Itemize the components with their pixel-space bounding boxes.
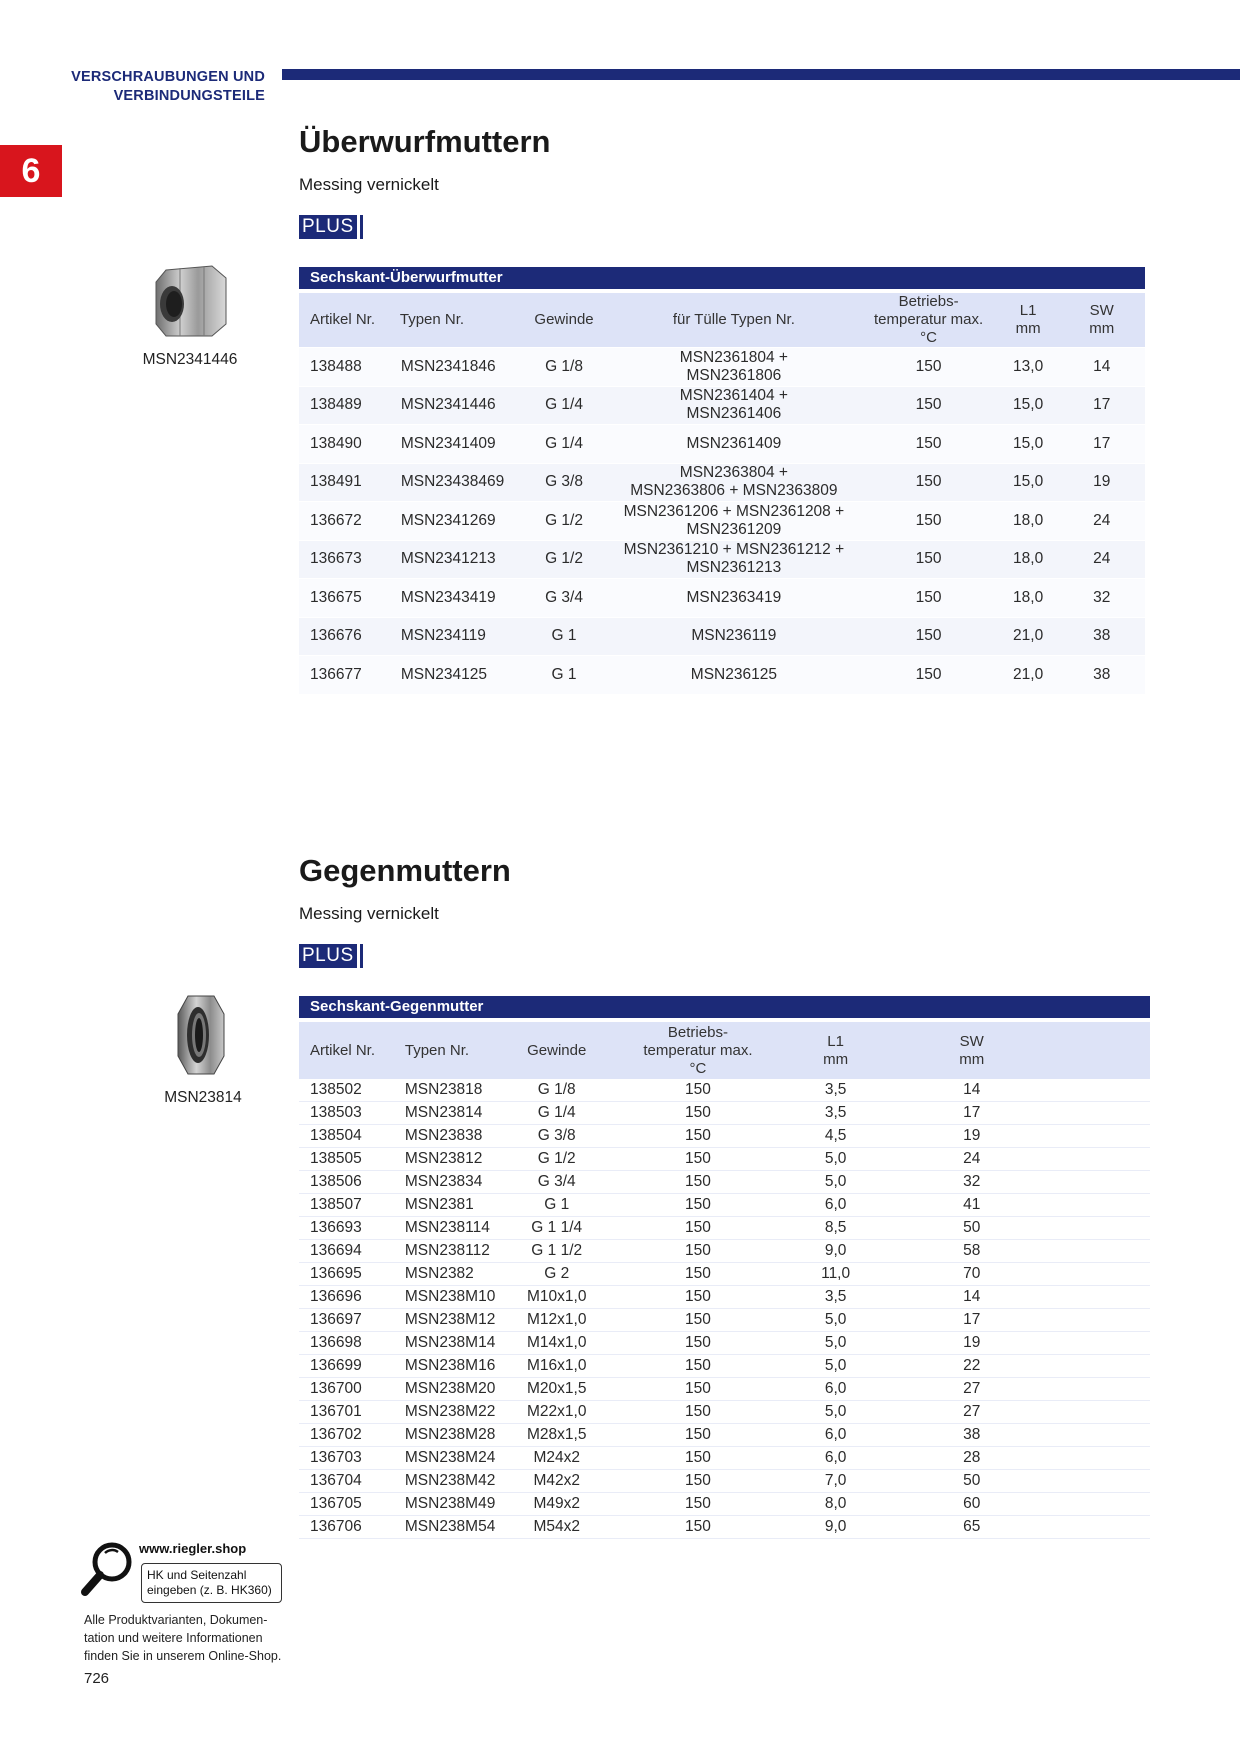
table-row [299, 1171, 1150, 1194]
cell-typen: MSN238M22 [394, 1401, 495, 1424]
section-title-ueberwurfmuttern: Überwurfmuttern [299, 124, 551, 159]
cell-tuelle-line: MSN2363806 + MSN2363809 [630, 482, 838, 500]
cell-temperatur: 150 [859, 540, 997, 579]
cell-temperatur: 150 [618, 1401, 778, 1424]
table-body [299, 1079, 1150, 1539]
cell-tuelle-line: MSN2361406 [686, 405, 782, 423]
cell-gewinde: M16x1,0 [495, 1355, 618, 1378]
cell-sw: 17 [893, 1102, 1150, 1125]
cell-gewinde: M54x2 [495, 1516, 618, 1539]
cell-sw: 24 [893, 1148, 1150, 1171]
cell-artikel: 136703 [299, 1447, 394, 1470]
col-l1-label: L1 [1019, 302, 1037, 319]
col-temperatur [859, 289, 997, 347]
cell-typen: MSN238M28 [394, 1424, 495, 1447]
cell-temperatur: 150 [859, 655, 997, 694]
cell-typen: MSN23834 [394, 1171, 495, 1194]
col-artikel: Artikel Nr. [299, 289, 390, 347]
cell-artikel: 136696 [299, 1286, 394, 1309]
cell-l1: 5,0 [778, 1355, 894, 1378]
col-temperatur-line2: temperatur max. [873, 311, 984, 328]
cell-artikel: 138489 [299, 386, 390, 425]
cell-gewinde: G 1/2 [495, 1148, 618, 1171]
table-row [299, 424, 1145, 463]
cell-l1: 15,0 [998, 463, 1059, 502]
cell-typen: MSN23814 [394, 1102, 495, 1125]
cell-temperatur: 150 [859, 463, 997, 502]
cell-gewinde: M12x1,0 [495, 1309, 618, 1332]
col-sw [893, 1018, 1150, 1079]
cell-artikel: 136701 [299, 1401, 394, 1424]
cell-gewinde: M49x2 [495, 1493, 618, 1516]
cell-artikel: 136672 [299, 501, 390, 540]
cell-typen: MSN238M49 [394, 1493, 495, 1516]
cell-temperatur: 150 [618, 1286, 778, 1309]
cell-sw: 14 [893, 1079, 1150, 1102]
cell-l1: 9,0 [778, 1516, 894, 1539]
col-temperatur-line1: Betriebs- [667, 1023, 728, 1041]
cell-l1: 8,5 [778, 1217, 894, 1240]
cell-temperatur: 150 [618, 1079, 778, 1102]
col-temperatur-line1: Betriebs- [898, 293, 959, 310]
cell-typen: MSN23438469 [390, 463, 520, 502]
table-row [299, 655, 1145, 694]
table-row [299, 501, 1145, 540]
category-line-1: VERSCHRAUBUNGEN UND [71, 69, 265, 85]
cell-tuelle [608, 386, 859, 425]
cell-artikel: 136705 [299, 1493, 394, 1516]
cell-artikel: 136702 [299, 1424, 394, 1447]
cell-tuelle-line: MSN2361206 + MSN2361208 + [623, 502, 845, 520]
cell-typen: MSN238M10 [394, 1286, 495, 1309]
cell-temperatur: 150 [859, 578, 997, 617]
table-row [299, 1447, 1150, 1470]
cell-sw: 65 [893, 1516, 1150, 1539]
cell-gewinde: M14x1,0 [495, 1332, 618, 1355]
col-sw-label: SW [1089, 302, 1114, 319]
cell-artikel: 138488 [299, 347, 390, 386]
product-code-label: MSN2341446 [142, 351, 238, 368]
table-row [299, 1401, 1150, 1424]
table-row [299, 1355, 1150, 1378]
cell-temperatur: 150 [618, 1332, 778, 1355]
cell-l1: 5,0 [778, 1332, 894, 1355]
hex-lock-nut-table [299, 996, 1150, 1539]
cell-typen: MSN238112 [394, 1240, 495, 1263]
table-row [299, 1194, 1150, 1217]
cell-temperatur: 150 [618, 1309, 778, 1332]
cell-l1: 6,0 [778, 1424, 894, 1447]
hex-lock-nut-image [174, 992, 228, 1078]
cell-temperatur: 150 [859, 347, 997, 386]
cell-tuelle-line: MSN2361804 + [679, 348, 788, 366]
cell-l1: 13,0 [998, 347, 1059, 386]
cell-tuelle-line: MSN2361404 + [679, 387, 788, 405]
cell-artikel: 138502 [299, 1079, 394, 1102]
cell-sw: 70 [893, 1263, 1150, 1286]
cell-sw: 19 [893, 1332, 1150, 1355]
table-row [299, 1263, 1150, 1286]
cell-sw: 24 [1058, 540, 1145, 579]
cell-typen: MSN234125 [390, 655, 520, 694]
table-row [299, 1079, 1150, 1102]
cell-l1: 15,0 [998, 386, 1059, 425]
cell-tuelle [608, 463, 859, 502]
cell-typen: MSN23812 [394, 1148, 495, 1171]
cell-artikel: 136698 [299, 1332, 394, 1355]
page-number: 726 [84, 1670, 110, 1687]
section-title-gegenmuttern: Gegenmuttern [299, 853, 511, 888]
plus-badge-bar [360, 215, 363, 239]
table-row [299, 1424, 1150, 1447]
col-sw-unit: mm [959, 1050, 985, 1068]
cell-artikel: 138503 [299, 1102, 394, 1125]
cell-l1: 5,0 [778, 1309, 894, 1332]
cell-tuelle [608, 424, 859, 463]
col-temperatur [618, 1018, 778, 1079]
cell-temperatur: 150 [618, 1148, 778, 1171]
cell-l1: 5,0 [778, 1148, 894, 1171]
cell-sw: 24 [1058, 501, 1145, 540]
cell-gewinde: G 1/4 [520, 386, 609, 425]
section-subtitle: Messing vernickelt [299, 904, 439, 923]
cell-temperatur: 150 [618, 1378, 778, 1401]
cell-sw: 19 [1058, 463, 1145, 502]
cell-gewinde: G 3/8 [495, 1125, 618, 1148]
table-row [299, 1309, 1150, 1332]
cell-sw: 28 [893, 1447, 1150, 1470]
cell-sw: 38 [893, 1424, 1150, 1447]
cell-typen: MSN2341846 [390, 347, 520, 386]
cell-tuelle-line: MSN2361210 + MSN2361212 + [623, 541, 845, 559]
col-typen: Typen Nr. [390, 289, 520, 347]
cell-temperatur: 150 [618, 1102, 778, 1125]
cell-l1: 6,0 [778, 1447, 894, 1470]
cell-gewinde: G 2 [495, 1263, 618, 1286]
cell-tuelle-line: MSN2363804 + [679, 464, 788, 482]
cell-l1: 3,5 [778, 1102, 894, 1125]
cell-temperatur: 150 [859, 617, 997, 656]
cell-typen: MSN2382 [394, 1263, 495, 1286]
cell-typen: MSN234119 [390, 617, 520, 656]
col-sw-label: SW [959, 1032, 984, 1050]
cell-artikel: 136699 [299, 1355, 394, 1378]
cell-tuelle [608, 501, 859, 540]
cell-sw: 19 [893, 1125, 1150, 1148]
cell-typen: MSN238M24 [394, 1447, 495, 1470]
cell-sw: 32 [1058, 578, 1145, 617]
cell-gewinde: G 3/4 [495, 1171, 618, 1194]
cell-typen: MSN2341446 [390, 386, 520, 425]
cell-artikel: 138507 [299, 1194, 394, 1217]
table-row [299, 1217, 1150, 1240]
cell-typen: MSN238M20 [394, 1378, 495, 1401]
col-gewinde: Gewinde [495, 1018, 618, 1079]
col-l1-unit: mm [823, 1050, 849, 1068]
hex-cap-nut-table [299, 267, 1145, 694]
table-row [299, 1240, 1150, 1263]
table-row [299, 617, 1145, 656]
cell-l1: 11,0 [778, 1263, 894, 1286]
cell-sw: 41 [893, 1194, 1150, 1217]
cell-gewinde: G 1/8 [495, 1079, 618, 1102]
col-l1-unit: mm [1015, 320, 1041, 337]
cell-tuelle [608, 617, 859, 656]
cell-gewinde: G 1 [520, 617, 609, 656]
shop-hint-box [141, 1563, 282, 1603]
table-body [299, 347, 1145, 694]
col-l1 [998, 289, 1059, 347]
cell-sw: 60 [893, 1493, 1150, 1516]
table-header-row [299, 1018, 1150, 1079]
cell-temperatur: 150 [618, 1171, 778, 1194]
cell-l1: 4,5 [778, 1125, 894, 1148]
cell-l1: 6,0 [778, 1194, 894, 1217]
cell-artikel: 136695 [299, 1263, 394, 1286]
cell-temperatur: 150 [859, 386, 997, 425]
cell-temperatur: 150 [618, 1217, 778, 1240]
cell-sw: 32 [893, 1171, 1150, 1194]
cell-sw: 58 [893, 1240, 1150, 1263]
cell-l1: 6,0 [778, 1378, 894, 1401]
col-artikel: Artikel Nr. [299, 1018, 394, 1079]
table-row [299, 1516, 1150, 1539]
table-caption: Sechskant-Überwurfmutter [299, 267, 1145, 289]
cell-typen: MSN238M54 [394, 1516, 495, 1539]
cell-sw: 14 [1058, 347, 1145, 386]
table-row [299, 1148, 1150, 1171]
cell-tuelle-line: MSN2361213 [686, 559, 782, 577]
shop-info-text [84, 1611, 304, 1665]
cell-gewinde: G 1 [520, 655, 609, 694]
cell-temperatur: 150 [618, 1424, 778, 1447]
category-heading [40, 68, 265, 106]
cell-tuelle [608, 655, 859, 694]
chapter-tab: 6 [0, 145, 62, 197]
cell-temperatur: 150 [618, 1194, 778, 1217]
shop-info-line3: finden Sie in unserem Online-Shop. [84, 1649, 282, 1663]
cell-gewinde: M20x1,5 [495, 1378, 618, 1401]
table-header-row [299, 289, 1145, 347]
col-l1 [778, 1018, 894, 1079]
cell-tuelle-line: MSN236119 [691, 627, 777, 645]
cell-gewinde: M28x1,5 [495, 1424, 618, 1447]
cell-temperatur: 150 [859, 424, 997, 463]
table-caption: Sechskant-Gegenmutter [299, 996, 1150, 1018]
cell-gewinde: M42x2 [495, 1470, 618, 1493]
table-row [299, 540, 1145, 579]
cell-typen: MSN238M16 [394, 1355, 495, 1378]
cell-tuelle [608, 578, 859, 617]
cell-typen: MSN238M14 [394, 1332, 495, 1355]
cell-temperatur: 150 [618, 1240, 778, 1263]
cell-l1: 8,0 [778, 1493, 894, 1516]
shop-hint-line1: HK und Seitenzahl [147, 1568, 247, 1582]
cell-sw: 27 [893, 1401, 1150, 1424]
cell-l1: 21,0 [998, 655, 1059, 694]
cell-artikel: 136676 [299, 617, 390, 656]
cell-artikel: 136694 [299, 1240, 394, 1263]
cell-l1: 15,0 [998, 424, 1059, 463]
cell-tuelle [608, 540, 859, 579]
shop-hint-line2: eingeben (z. B. HK360) [147, 1583, 272, 1597]
cell-tuelle-line: MSN2361806 [686, 366, 782, 384]
table-row [299, 1378, 1150, 1401]
cell-temperatur: 150 [859, 501, 997, 540]
cell-sw: 22 [893, 1355, 1150, 1378]
cell-typen: MSN23818 [394, 1079, 495, 1102]
cell-l1: 3,5 [778, 1079, 894, 1102]
cell-l1: 18,0 [998, 540, 1059, 579]
cell-temperatur: 150 [618, 1447, 778, 1470]
plus-badge-label: PLUS [299, 215, 357, 239]
cell-gewinde: G 1 [495, 1194, 618, 1217]
cell-gewinde: G 1 1/2 [495, 1240, 618, 1263]
cell-gewinde: G 1 1/4 [495, 1217, 618, 1240]
cell-typen: MSN2343419 [390, 578, 520, 617]
cell-gewinde: G 1/8 [520, 347, 609, 386]
table-row [299, 347, 1145, 386]
col-l1-label: L1 [827, 1032, 844, 1050]
header-rule [282, 69, 1240, 80]
table-row [299, 386, 1145, 425]
cell-artikel: 136673 [299, 540, 390, 579]
shop-info-line2: tation und weitere Informationen [84, 1631, 263, 1645]
cell-typen: MSN23838 [394, 1125, 495, 1148]
cell-artikel: 138506 [299, 1171, 394, 1194]
cell-temperatur: 150 [618, 1355, 778, 1378]
cell-typen: MSN238M12 [394, 1309, 495, 1332]
table-row [299, 1470, 1150, 1493]
cell-gewinde: M10x1,0 [495, 1286, 618, 1309]
cell-tuelle-line: MSN2363419 [686, 588, 782, 606]
cell-sw: 38 [1058, 617, 1145, 656]
cell-gewinde: M24x2 [495, 1447, 618, 1470]
cell-artikel: 138490 [299, 424, 390, 463]
col-tuelle: für Tülle Typen Nr. [608, 289, 859, 347]
cell-artikel: 138505 [299, 1148, 394, 1171]
cell-l1: 5,0 [778, 1171, 894, 1194]
cell-sw: 17 [1058, 386, 1145, 425]
cell-artikel: 136700 [299, 1378, 394, 1401]
table-row [299, 578, 1145, 617]
cell-temperatur: 150 [618, 1493, 778, 1516]
cell-gewinde: G 1/4 [520, 424, 609, 463]
cell-artikel: 136675 [299, 578, 390, 617]
col-typen: Typen Nr. [394, 1018, 495, 1079]
cell-gewinde: M22x1,0 [495, 1401, 618, 1424]
col-sw [1058, 289, 1145, 347]
cell-l1: 7,0 [778, 1470, 894, 1493]
shop-url-link[interactable]: www.riegler.shop [139, 1541, 247, 1556]
col-gewinde: Gewinde [520, 289, 609, 347]
cell-typen: MSN2341409 [390, 424, 520, 463]
cell-typen: MSN2341269 [390, 501, 520, 540]
table-row [299, 1493, 1150, 1516]
cell-typen: MSN2381 [394, 1194, 495, 1217]
table-row [299, 1286, 1150, 1309]
cell-sw: 14 [893, 1286, 1150, 1309]
cell-artikel: 136706 [299, 1516, 394, 1539]
col-temperatur-unit: °C [689, 1059, 707, 1077]
cell-l1: 18,0 [998, 501, 1059, 540]
cell-sw: 38 [1058, 655, 1145, 694]
cell-artikel: 138504 [299, 1125, 394, 1148]
cell-sw: 17 [893, 1309, 1150, 1332]
shop-info-line1: Alle Produktvarianten, Dokumen- [84, 1613, 268, 1627]
cell-typen: MSN238M42 [394, 1470, 495, 1493]
cell-l1: 21,0 [998, 617, 1059, 656]
cell-tuelle-line: MSN2361209 [686, 520, 782, 538]
cell-gewinde: G 3/4 [520, 578, 609, 617]
table-row [299, 1332, 1150, 1355]
cell-tuelle [608, 347, 859, 386]
cell-sw: 17 [1058, 424, 1145, 463]
magnifier-icon [80, 1540, 136, 1596]
cell-artikel: 136693 [299, 1217, 394, 1240]
cell-artikel: 136677 [299, 655, 390, 694]
col-temperatur-line2: temperatur max. [643, 1041, 753, 1059]
plus-badge [299, 944, 363, 968]
cell-typen: MSN238114 [394, 1217, 495, 1240]
cell-temperatur: 150 [618, 1263, 778, 1286]
cell-artikel: 136704 [299, 1470, 394, 1493]
cell-l1: 9,0 [778, 1240, 894, 1263]
section-subtitle: Messing vernickelt [299, 175, 439, 194]
cell-l1: 18,0 [998, 578, 1059, 617]
plus-badge-label: PLUS [299, 944, 357, 968]
plus-badge [299, 215, 363, 239]
cell-tuelle-line: MSN236125 [690, 665, 777, 683]
cell-sw: 50 [893, 1217, 1150, 1240]
hex-cap-nut-image [150, 262, 234, 340]
cell-temperatur: 150 [618, 1516, 778, 1539]
cell-sw: 50 [893, 1470, 1150, 1493]
cell-artikel: 136697 [299, 1309, 394, 1332]
cell-l1: 3,5 [778, 1286, 894, 1309]
col-sw-unit: mm [1089, 320, 1115, 337]
cell-l1: 5,0 [778, 1401, 894, 1424]
cell-tuelle-line: MSN2361409 [686, 434, 782, 452]
cell-artikel: 138491 [299, 463, 390, 502]
cell-temperatur: 150 [618, 1470, 778, 1493]
cell-gewinde: G 1/2 [520, 540, 609, 579]
cell-typen: MSN2341213 [390, 540, 520, 579]
cell-gewinde: G 1/2 [520, 501, 609, 540]
category-line-2: VERBINDUNGSTEILE [113, 88, 265, 104]
col-temperatur-unit: °C [920, 329, 938, 346]
cell-gewinde: G 1/4 [495, 1102, 618, 1125]
plus-badge-bar [360, 944, 363, 968]
table-row [299, 463, 1145, 502]
cell-sw: 27 [893, 1378, 1150, 1401]
product-code-label: MSN23814 [164, 1089, 242, 1106]
cell-gewinde: G 3/8 [520, 463, 609, 502]
table-row [299, 1102, 1150, 1125]
cell-temperatur: 150 [618, 1125, 778, 1148]
table-row [299, 1125, 1150, 1148]
